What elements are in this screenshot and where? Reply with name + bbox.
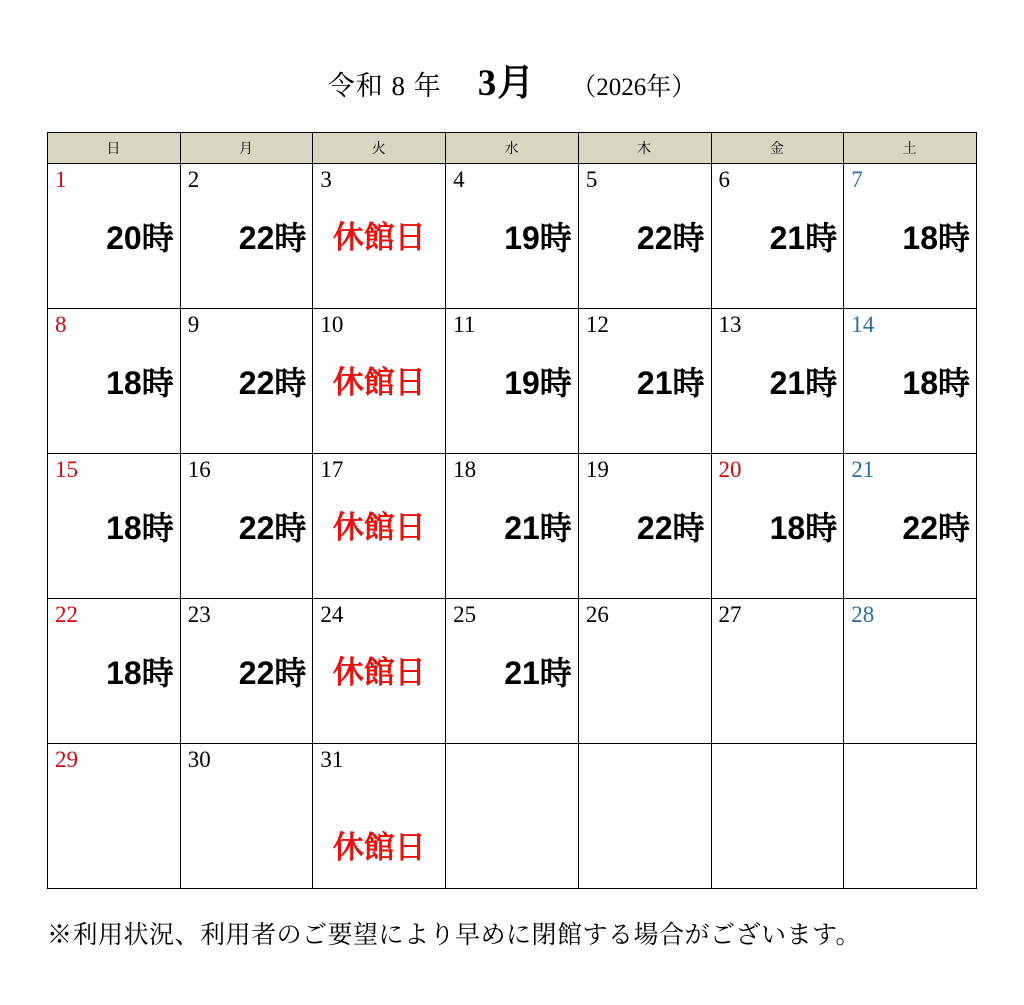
page-title [0, 52, 1024, 106]
day-number: 20 [718, 457, 742, 482]
day-cell-closed[interactable] [313, 599, 446, 744]
calendar-week-row [48, 599, 977, 744]
weekday-header-sat: 土 [844, 133, 977, 164]
day-number: 2 [187, 167, 200, 192]
day-content: 20時 [106, 220, 174, 256]
day-cell-closed[interactable] [313, 164, 446, 309]
day-cell-empty[interactable] [711, 744, 844, 889]
day-cell[interactable] [578, 599, 711, 744]
weekday-header-fri: 金 [711, 133, 844, 164]
footnote: ※利用状況、利用者のご要望により早めに閉館する場合がございます。 [47, 922, 862, 949]
day-number: 9 [187, 312, 200, 337]
weekday-header-thu: 木 [578, 133, 711, 164]
title-year: （2026年） [571, 74, 697, 101]
day-number: 22 [55, 602, 78, 627]
day-content: 18時 [106, 510, 174, 546]
calendar-week-row [48, 454, 977, 599]
calendar-header [48, 133, 977, 164]
day-content: 21時 [769, 365, 838, 401]
day-number: 5 [585, 167, 598, 192]
day-content: 18時 [902, 365, 970, 401]
day-content: 18時 [902, 220, 970, 256]
day-content: 22時 [636, 510, 705, 546]
day-number: 15 [55, 457, 78, 482]
title-era: 令和 8 年 [327, 71, 442, 101]
day-cell-closed[interactable] [313, 454, 446, 599]
day-cell[interactable] [844, 599, 977, 744]
day-cell[interactable] [48, 309, 181, 454]
day-number: 21 [851, 457, 875, 482]
day-cell[interactable] [446, 309, 579, 454]
day-number: 6 [718, 167, 731, 192]
day-content: 18時 [106, 365, 174, 401]
day-number: 10 [320, 312, 344, 337]
day-number: 13 [718, 312, 742, 337]
day-number: 30 [187, 747, 211, 772]
day-number: 29 [55, 747, 78, 772]
day-number: 14 [851, 312, 875, 337]
title-month: 3月 [477, 63, 536, 104]
day-content: 21時 [504, 655, 572, 691]
day-cell[interactable] [578, 309, 711, 454]
day-number: 4 [453, 167, 465, 192]
day-cell[interactable] [48, 454, 181, 599]
day-cell[interactable] [711, 599, 844, 744]
weekday-header-tue: 火 [313, 133, 446, 164]
day-cell[interactable] [446, 454, 579, 599]
day-content: 22時 [238, 655, 307, 691]
day-number: 11 [453, 312, 476, 337]
day-content: 18時 [769, 510, 838, 546]
day-number: 16 [187, 457, 211, 482]
day-number: 23 [187, 602, 211, 627]
day-number: 27 [718, 602, 742, 627]
day-cell[interactable] [446, 164, 579, 309]
day-number: 31 [320, 747, 344, 772]
day-content: 22時 [636, 220, 705, 256]
calendar-container [47, 132, 977, 889]
day-number: 12 [585, 312, 609, 337]
day-content: 21時 [636, 365, 705, 401]
day-cell[interactable] [446, 599, 579, 744]
day-cell-empty[interactable] [578, 744, 711, 889]
day-content: 18時 [106, 655, 174, 691]
calendar-week-row [48, 309, 977, 454]
day-number: 19 [585, 457, 609, 482]
day-number: 7 [851, 167, 863, 192]
day-content-closed: 休館日 [332, 365, 426, 400]
day-cell[interactable] [711, 454, 844, 599]
day-content: 22時 [238, 510, 307, 546]
day-cell[interactable] [180, 744, 313, 889]
calendar-table [47, 132, 977, 889]
day-content-closed: 休館日 [332, 655, 426, 690]
calendar-page [0, 52, 1024, 1005]
weekday-header-row [48, 133, 977, 164]
day-number: 17 [320, 457, 344, 482]
day-number: 24 [320, 602, 344, 627]
day-content-closed: 休館日 [332, 220, 426, 255]
calendar-week-row [48, 744, 977, 889]
calendar-week-row [48, 164, 977, 309]
day-number: 28 [851, 602, 875, 627]
day-cell[interactable] [48, 164, 181, 309]
day-number: 8 [55, 312, 67, 337]
weekday-header-sun: 日 [48, 133, 181, 164]
day-cell-closed[interactable] [313, 309, 446, 454]
day-cell[interactable] [180, 599, 313, 744]
calendar-body [48, 164, 977, 889]
day-cell[interactable] [711, 164, 844, 309]
day-cell[interactable] [578, 164, 711, 309]
day-cell[interactable] [48, 599, 181, 744]
weekday-header-wed: 水 [446, 133, 579, 164]
day-cell-empty[interactable] [446, 744, 579, 889]
day-cell[interactable] [844, 454, 977, 599]
day-number: 1 [55, 167, 67, 192]
day-number: 25 [453, 602, 477, 627]
day-content-closed: 休館日 [332, 830, 426, 865]
day-cell[interactable] [844, 164, 977, 309]
day-content: 19時 [504, 220, 572, 256]
day-content: 19時 [504, 365, 572, 401]
day-content: 22時 [238, 220, 307, 256]
day-content-closed: 休館日 [332, 510, 426, 545]
day-content: 22時 [238, 365, 307, 401]
day-cell[interactable] [844, 309, 977, 454]
day-cell[interactable] [48, 744, 181, 889]
day-cell[interactable] [180, 309, 313, 454]
day-content: 22時 [902, 510, 970, 546]
day-cell[interactable] [578, 454, 711, 599]
day-content: 21時 [769, 220, 838, 256]
day-number: 18 [453, 457, 477, 482]
day-cell[interactable] [711, 309, 844, 454]
day-number: 26 [585, 602, 609, 627]
day-cell-closed[interactable] [313, 744, 446, 889]
weekday-header-mon: 月 [180, 133, 313, 164]
day-content: 21時 [504, 510, 572, 546]
day-cell[interactable] [180, 454, 313, 599]
day-number: 3 [320, 167, 332, 192]
day-cell[interactable] [180, 164, 313, 309]
day-cell-empty[interactable] [844, 744, 977, 889]
